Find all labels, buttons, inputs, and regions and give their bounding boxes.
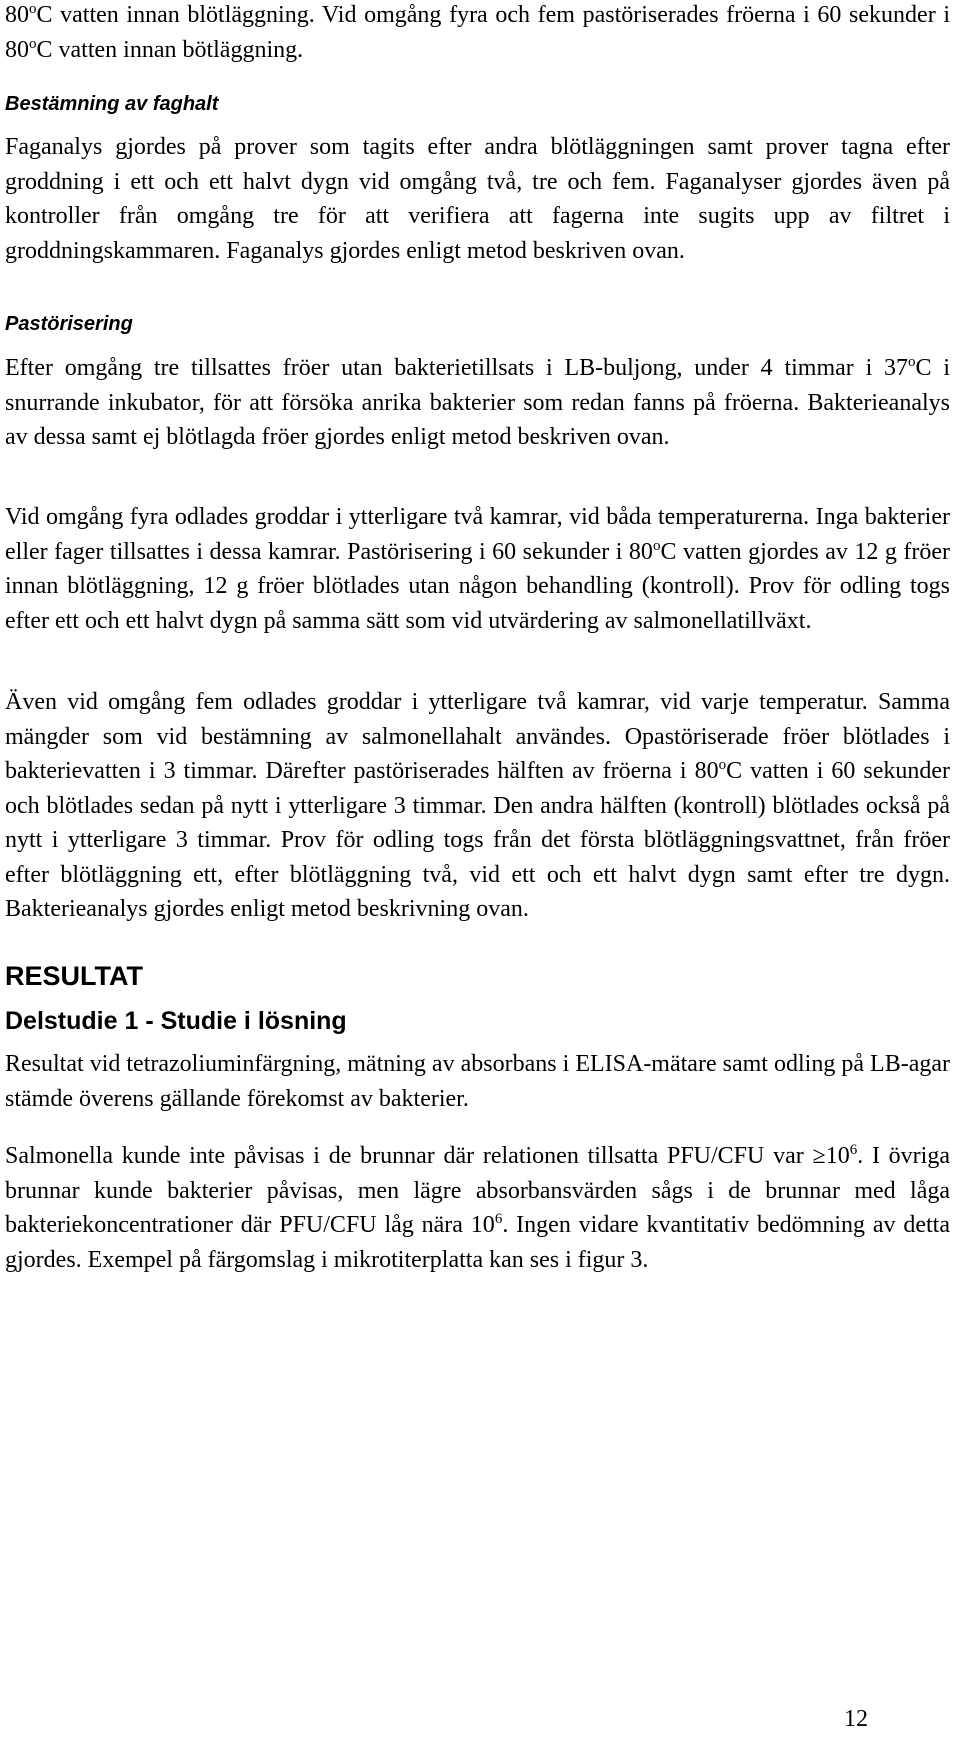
paragraph-faganalys: Faganalys gjordes på prover som tagits efter andra blötläggningen samt prover tagna efter groddning i ett och ett halvt dygn vid omgång två, tre och fem. Faganalyser gjordes även på kontroller från omgång tre för att verifiera att fagerna inte sugits upp av filtret i groddningskammaren. Faganalys gjordes enligt metod beskriven ovan. xyxy=(5,134,950,264)
heading-faghalt: Bestämning av faghalt xyxy=(5,93,219,115)
superscript: o xyxy=(29,35,37,52)
page-number: 12 xyxy=(844,1706,868,1732)
superscript: 6 xyxy=(849,1142,858,1158)
text-run: C vatten i 60 sekunder och blötlades sedan på nytt i ytterligare 3 timmar. Den andra hälften (kontroll) blötlades också på nytt i ytterligare 3 timmar. Prov för odling togs från det första blötläggningsvattnet, från fröer efter blötläggning ett, efter blötläggning två, vid ett och ett halvt dygn samt efter tre dygn. Bakterieanalys gjordes enligt metod beskrivning ovan. xyxy=(5,758,951,922)
text-run: . I övriga brunnar kunde bakterier påvisas, men lägre absorbansvärden sågs i de brunnar med låga bakteriekoncentrationer där PFU/CFU låg nära 10 xyxy=(5,1143,950,1238)
text-run: Salmonella kunde inte påvisas i de brunnar där relationen tillsatta PFU/CFU var xyxy=(5,1143,813,1169)
greater-equal-symbol: ≥ xyxy=(812,1143,826,1169)
superscript: o xyxy=(652,537,661,554)
superscript: o xyxy=(908,354,916,370)
paragraph-pastorisering-1 xyxy=(5,351,950,455)
superscript: 6 xyxy=(494,1211,503,1227)
paragraph-pasteurization-intro xyxy=(5,0,950,67)
text-run: . Ingen vidare kvantitativ bedömning av detta gjordes. Exempel på färgomslag i mikrotiterplatta kan ses i figur 3. xyxy=(5,1212,950,1273)
paragraph-resultat-1: Resultat vid tetrazoliuminfärgning, mätning av absorbans i ELISA-mätare samt odling på LB-agar stämde överens gällande förekomst av bakterier. xyxy=(5,1051,950,1112)
text-run: C vatten innan bötläggning. xyxy=(36,36,304,63)
text-run: 10 xyxy=(825,1143,850,1169)
superscript: o xyxy=(29,1,37,17)
text-run: C vatten innan blötläggning. Vid omgång fyra och fem pastöriserades fröerna i 60 sekunder i 80 xyxy=(5,2,950,63)
text-run: Vid omgång fyra odlades groddar i ytterligare två kamrar, vid båda temperaturerna. Inga bakterier eller fager tillsattes i dessa kamrar. Pastörisering i 60 sekunder i 80 xyxy=(5,504,950,565)
text-run: Efter omgång tre tillsattes fröer utan bakterietillsats i LB-buljong, under 4 timmar i 37 xyxy=(5,355,909,381)
superscript: o xyxy=(718,757,727,773)
text-run: 80 xyxy=(5,2,29,28)
heading-resultat: RESULTAT xyxy=(5,961,143,991)
text-run: Även vid omgång fem odlades groddar i ytterligare två kamrar, vid varje temperatur. Samma mängder som vid bestämning av salmonellahalt användes. Opastöriserade fröer blötlades i bakterievatten i 3 timmar. Därefter pastöriserades hälften av fröerna i 80 xyxy=(5,689,950,784)
paragraph-resultat-2 xyxy=(5,1139,950,1277)
heading-delstudie: Delstudie 1 - Studie i lösning xyxy=(5,1007,347,1035)
text-run: C vatten gjordes av 12 g fröer innan blötläggning, 12 g fröer blötlades utan någon behandling (kontroll). Prov för odling togs efter ett och ett halvt dygn på samma sätt som vid utvärdering av salmonellatillväxt. xyxy=(5,538,950,634)
heading-pastorisering: Pastörisering xyxy=(5,313,133,335)
text-run: C i snurrande inkubator, för att försöka anrika bakterier som redan fanns på fröerna. Bakterieanalys av dessa samt ej blötlagda fröer gjordes enligt metod beskriven ovan. xyxy=(5,355,950,450)
paragraph-pastorisering-2 xyxy=(5,500,950,638)
paragraph-pastorisering-3 xyxy=(5,685,950,927)
